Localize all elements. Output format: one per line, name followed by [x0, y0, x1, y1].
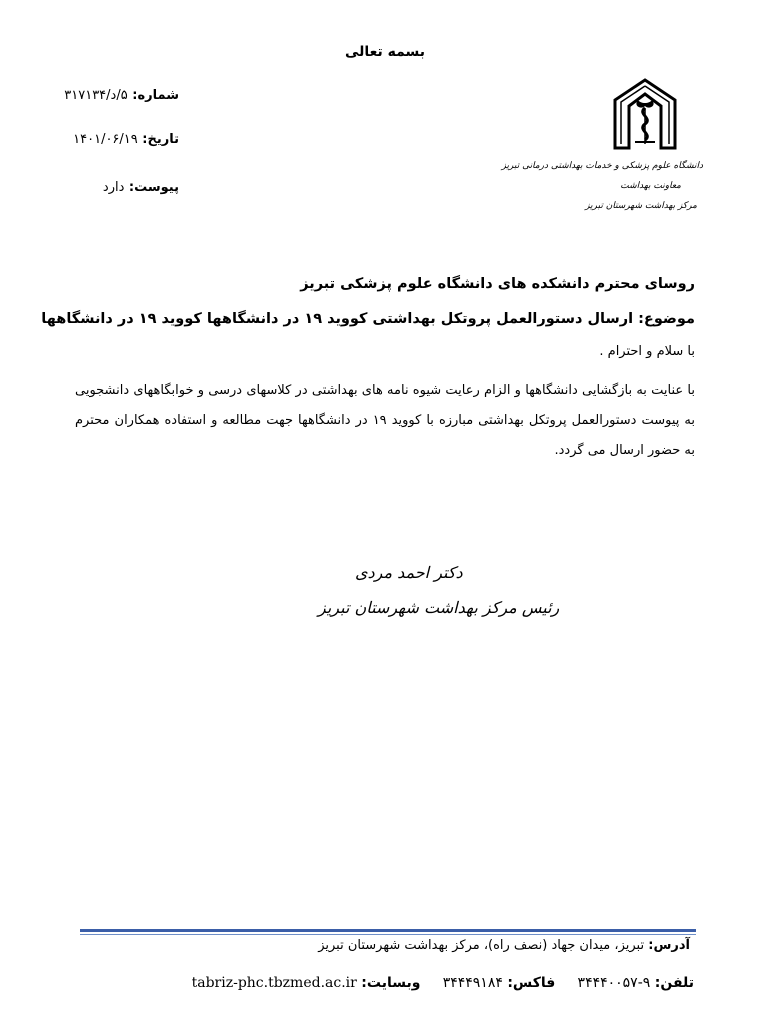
- university-logo: [501, 78, 715, 223]
- website-label: وبسایت:: [361, 975, 421, 991]
- attachment-value: دارد: [102, 180, 125, 195]
- bismillah-heading: بسمه تعالی: [344, 44, 426, 60]
- footer-address: [318, 938, 690, 953]
- address-value: تبریز، میدان جهاد (نصف راه)، مرکز بهداشت شهرستان تبریز: [318, 938, 645, 953]
- signature-name: دکتر احمد مردی: [355, 563, 463, 582]
- attachment-label: پیوست:: [128, 180, 179, 195]
- university-emblem-icon: [611, 78, 679, 150]
- letter-addressee: روسای محترم دانشکده های دانشگاه علوم پزشکی تبریز: [300, 276, 695, 292]
- website-link[interactable]: tabriz-phc.tbzmed.ac.ir: [191, 975, 357, 991]
- date-label: تاریخ:: [142, 132, 179, 147]
- letter-body: با عنایت به بازگشایی دانشگاهها و الزام رعایت شیوه نامه های بهداشتی در کلاسهای درسی و خوابگاههای دانشجویی به پیوست دستورالعمل پروتکل بهداشتی مبارزه با کووید ۱۹ در دانشگاهها جهت مطالعه و استفاده همکاران محترم به حضور ارسال می گردد.: [75, 383, 695, 458]
- fax-value: ۳۴۴۴۹۱۸۴: [442, 975, 503, 991]
- number-value: ۵/د/۳۱۷۱۳۴: [64, 88, 128, 103]
- letter-subject: موضوع: ارسال دستورالعمل پروتکل بهداشتی کووید ۱۹ در دانشگاهها کووید ۱۹ در دانشگاهها: [41, 311, 695, 327]
- signature-title: رئیس مرکز بهداشت شهرستان تبریز: [318, 598, 560, 617]
- logo-deputy-name: معاونت بهداشت: [620, 181, 681, 191]
- number-label: شماره:: [132, 88, 179, 103]
- address-label: آدرس:: [648, 938, 690, 953]
- letter-attachment: [103, 180, 179, 195]
- footer-contact: [138, 975, 694, 991]
- date-value: ۱۴۰۱/۰۶/۱۹: [73, 132, 138, 147]
- phone-value: ۹-۳۴۴۴۰۰۵۷: [577, 975, 651, 991]
- letter-number: [64, 88, 179, 103]
- logo-university-name: دانشگاه علوم پزشکی و خدمات بهداشتی درمانی تبریز: [501, 161, 703, 171]
- letter-greeting: با سلام و احترام .: [599, 344, 695, 359]
- letter-date: [73, 132, 179, 147]
- footer-divider: [80, 929, 696, 932]
- fax-label: فاکس:: [507, 975, 556, 991]
- phone-label: تلفن:: [654, 975, 694, 991]
- logo-center-name: مرکز بهداشت شهرستان تبریز: [585, 201, 697, 211]
- footer-divider-thin: [80, 934, 696, 935]
